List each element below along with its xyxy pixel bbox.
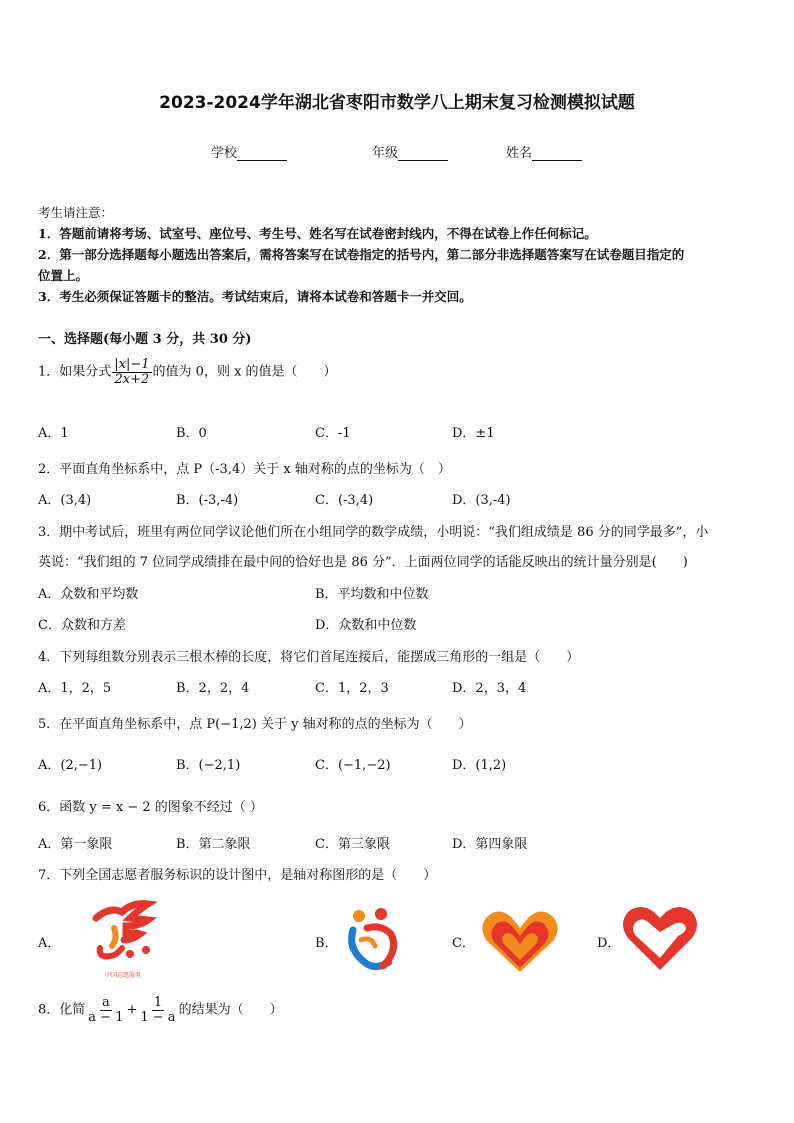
question-2: 2．平面直角坐标系中，点 P（-3,4）关于 x 轴对称的点的坐标为（ ） xyxy=(38,462,451,477)
question-7: 7．下列全国志愿者服务标识的设计图中，是轴对称图形的是（ ） xyxy=(38,868,437,883)
volunteer-logo-d-graphic xyxy=(620,902,700,974)
q8-denominator-2: 1 − a xyxy=(140,1009,176,1025)
q3-option-b: B．平均数和中位数 xyxy=(315,587,429,602)
name-field xyxy=(506,142,582,161)
q4-option-c: C．1，2，3 xyxy=(315,681,389,696)
volunteer-logo-a xyxy=(88,898,158,978)
name-label: 姓名 xyxy=(506,146,533,161)
q8-plus: + xyxy=(126,1002,138,1018)
q6-option-c: C．第三象限 xyxy=(315,837,390,852)
q2-option-b: B．(-3,-4) xyxy=(176,493,239,508)
notice-item-3: 3．考生必须保证答题卡的整洁。考试结束后，请将本试卷和答题卡一并交回。 xyxy=(38,289,472,304)
q8-numerator-2: 1 xyxy=(153,995,163,1010)
q5-option-c: C．(−1,−2) xyxy=(315,758,391,773)
grade-blank xyxy=(398,146,448,161)
volunteer-logo-b xyxy=(343,906,403,976)
q1-numerator: |x|−1 xyxy=(114,357,150,372)
q4-option-a: A．1，2，5 xyxy=(38,681,112,696)
notice-item-2: 2．第一部分选择题每小题选出答案后，需将答案写在试卷指定的括号内，第二部分非选择题答案写在试卷题目指定的 xyxy=(38,247,685,262)
q7-option-b: B． xyxy=(315,936,338,951)
q2-option-a: A．(3,4) xyxy=(38,493,92,508)
question-4: 4．下列每组数分别表示三根木棒的长度，将它们首尾连接后，能摆成三角形的一组是（ ） xyxy=(38,650,580,665)
q3-option-d: D．众数和中位数 xyxy=(315,618,417,633)
question-8 xyxy=(38,996,283,1024)
q1-option-a: A．1 xyxy=(38,426,69,441)
q1-denominator: 2x+2 xyxy=(114,371,150,387)
q6-option-a: A．第一象限 xyxy=(38,837,113,852)
q7-option-a: A． xyxy=(38,936,61,951)
q4-option-d: D．2，3，4 xyxy=(452,681,527,696)
name-blank xyxy=(532,146,582,161)
school-field xyxy=(211,142,287,161)
q7-option-d: D． xyxy=(597,936,621,951)
volunteer-logo-a-graphic xyxy=(88,898,158,964)
q8-post: 的结果为（ ） xyxy=(178,1002,283,1018)
q1-fraction xyxy=(112,358,151,386)
q1-option-c: C．-1 xyxy=(315,426,351,441)
school-label: 学校 xyxy=(211,146,238,161)
q3-option-c: C．众数和方差 xyxy=(38,618,126,633)
q1-post: 的值为 0，则 x 的值是（ ） xyxy=(152,364,337,380)
notice-item-2-cont: 位置上。 xyxy=(38,268,89,283)
page-title: 2023-2024学年湖北省枣阳市数学八上期末复习检测模拟试题 xyxy=(159,93,635,113)
q1-option-d: D．±1 xyxy=(452,426,495,441)
question-1 xyxy=(38,358,337,386)
q6-option-d: D．第四象限 xyxy=(452,837,528,852)
q1-option-b: B．0 xyxy=(176,426,207,441)
grade-field xyxy=(372,142,448,161)
volunteer-logo-a-caption: 中国志愿服务 xyxy=(104,972,141,979)
q1-pre: 1．如果分式 xyxy=(38,364,112,380)
q3-option-a: A．众数和平均数 xyxy=(38,587,139,602)
question-3-line-1: 3．期中考试后，班里有两位同学议论他们所在小组同学的数学成绩，小明说：“我们组成绩是 86 分的同学最多”，小 xyxy=(38,525,709,540)
volunteer-logo-d xyxy=(620,902,700,974)
volunteer-logo-c xyxy=(478,906,562,976)
notice-heading: 考生请注意： xyxy=(38,205,114,220)
q8-numerator-1: a xyxy=(101,995,110,1010)
grade-label: 年级 xyxy=(372,146,399,161)
question-3-line-2: 英说：“我们组的 7 位同学成绩排在最中间的恰好也是 86 分”．上面两位同学的话能反映出的统计量分别是( ) xyxy=(38,555,688,570)
volunteer-logo-b-graphic xyxy=(343,906,403,976)
q2-option-d: D．(3,-4) xyxy=(452,493,511,508)
section-heading: 一、选择题(每小题 3 分，共 30 分) xyxy=(38,332,252,347)
q8-fraction-2 xyxy=(138,996,177,1024)
q5-option-a: A．(2,−1) xyxy=(38,758,103,773)
question-6: 6．函数 y = x − 2 的图象不经过（ ） xyxy=(38,800,263,815)
q5-option-d: D．(1,2) xyxy=(452,758,507,773)
question-5: 5．在平面直角坐标系中，点 P(−1,2) 关于 y 轴对称的点的坐标为（ ） xyxy=(38,717,472,732)
q8-pre: 8．化简 xyxy=(38,1002,86,1018)
q4-option-b: B．2，2，4 xyxy=(176,681,250,696)
q5-option-b: B．(−2,1) xyxy=(176,758,241,773)
school-blank xyxy=(237,146,287,161)
q8-denominator-1: a − 1 xyxy=(88,1009,124,1025)
notice-item-1: 1．答题前请将考场、试室号、座位号、考生号、姓名写在试卷密封线内，不得在试卷上作任何标记。 xyxy=(38,226,597,241)
volunteer-logo-c-graphic xyxy=(478,906,562,976)
q6-option-b: B．第二象限 xyxy=(176,837,251,852)
q7-option-c: C． xyxy=(452,936,475,951)
q2-option-c: C．(-3,4) xyxy=(315,493,374,508)
q8-fraction-1 xyxy=(86,996,125,1024)
